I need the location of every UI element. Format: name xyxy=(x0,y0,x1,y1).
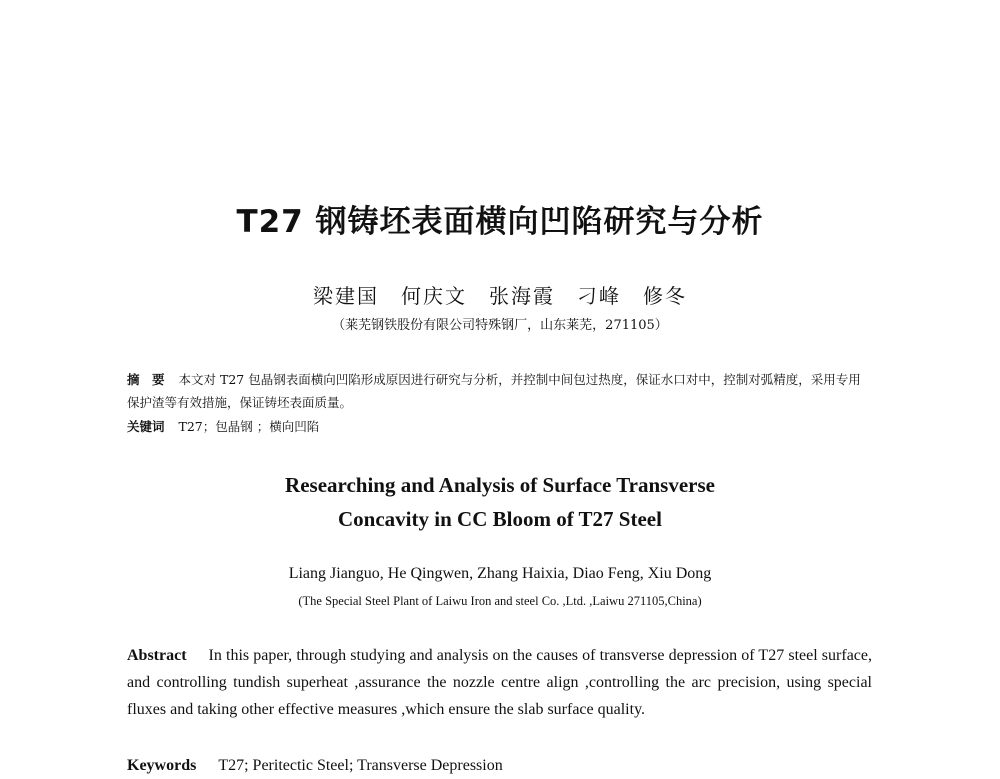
english-title-line-2: Concavity in CC Bloom of T27 Steel xyxy=(338,507,662,531)
chinese-keywords-text: T27；包晶钢 ；横向凹陷 xyxy=(178,419,320,434)
english-keywords-text: T27; Peritectic Steel; Transverse Depression xyxy=(218,757,503,774)
chinese-authors: 梁建国 何庆文 张海霞 刁峰 修冬 xyxy=(313,284,687,308)
chinese-keywords xyxy=(127,416,872,438)
english-abstract-text: In this paper, through studying and analysis on the causes of transverse depression of T27 steel surface, and controlling tundish superheat ,assurance the nozzle centre align ,controlling the arc precision, using special fluxes and taking other effective measures ,which ensure the slab surface quality. xyxy=(127,647,872,718)
chinese-title: T27 钢铸坯表面横向凹陷研究与分析 xyxy=(236,204,764,240)
chinese-abstract-label: 摘 要 xyxy=(127,372,165,387)
english-title-line-1: Researching and Analysis of Surface Transverse xyxy=(285,473,715,497)
chinese-affiliation: （莱芜钢铁股份有限公司特殊钢厂，山东莱芜，271105） xyxy=(332,318,668,333)
english-abstract xyxy=(127,642,872,723)
english-affiliation: (The Special Steel Plant of Laiwu Iron and steel Co. ,Ltd. ,Laiwu 271105,China) xyxy=(298,594,702,608)
chinese-keywords-label: 关键词 xyxy=(127,419,165,434)
english-keywords-label: Keywords xyxy=(127,757,197,774)
english-title xyxy=(0,468,1000,536)
english-keywords xyxy=(127,752,872,779)
english-abstract-label: Abstract xyxy=(127,647,187,664)
chinese-abstract-text: 本文对 T27 包晶钢表面横向凹陷形成原因进行研究与分析，并控制中间包过热度，保证水口对中，控制对弧精度，采用专用保护渣等有效措施，保证铸坯表面质量。 xyxy=(127,372,861,410)
english-authors: Liang Jianguo, He Qingwen, Zhang Haixia, Diao Feng, Xiu Dong xyxy=(288,565,712,582)
chinese-abstract xyxy=(127,368,872,414)
